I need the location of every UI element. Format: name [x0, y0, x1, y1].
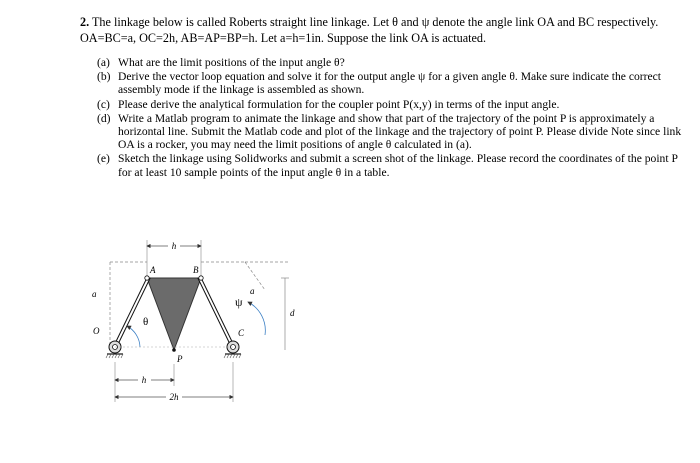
label-p: P — [177, 354, 183, 364]
label-h-bottom: h — [141, 375, 147, 385]
link-bc — [199, 277, 233, 347]
ground-pivot-c — [224, 341, 241, 358]
label-2h: 2h — [169, 392, 179, 402]
label-o: O — [93, 326, 100, 336]
label-d: d — [290, 308, 295, 318]
part-label: (e) — [97, 152, 110, 166]
dimension-d — [281, 278, 295, 350]
label-psi: ψ — [235, 295, 243, 309]
part-text: Please derive the analytical formulation for the coupler point P(x,y) in terms of the input angle. — [118, 97, 560, 111]
joint-b — [199, 276, 203, 280]
label-h-top: h — [171, 241, 177, 251]
part-label: (c) — [97, 97, 110, 111]
part-label: (d) — [97, 111, 111, 125]
coupler-triangle — [147, 278, 201, 350]
part-e — [97, 152, 686, 178]
part-text: Derive the vector loop equation and solve it for the output angle ψ for a given angle θ. Make sure indicate the correct assembly mode if the linkage is assembled as shown. — [118, 70, 662, 97]
part-b — [97, 70, 686, 96]
part-label: (b) — [97, 70, 111, 84]
roberts-linkage-figure — [80, 230, 320, 405]
problem-statement — [80, 14, 686, 46]
dimension-h-bottom — [115, 362, 174, 402]
problem-text: The linkage below is called Roberts straight line linkage. Let θ and ψ denote the angle link OA and BC respectively. OA=BC=a, OC=2h, AB=AP=BP=h. Let a=h=1in. Suppose the link OA is actuated. — [80, 15, 659, 45]
question-parts — [97, 56, 686, 179]
part-text: What are the limit positions of the input angle θ? — [118, 56, 345, 69]
linkage-diagram — [80, 230, 320, 405]
label-b: B — [193, 265, 199, 275]
part-label: (a) — [97, 56, 110, 69]
problem-2 — [80, 14, 686, 180]
problem-number: 2. — [80, 15, 90, 29]
label-a-left: a — [92, 289, 97, 299]
label-c: C — [238, 328, 245, 338]
theta-arc — [127, 326, 140, 347]
label-theta: θ — [143, 316, 149, 328]
joint-a — [145, 276, 149, 280]
part-c — [97, 98, 686, 111]
part-a — [97, 56, 686, 69]
label-a-right: a — [250, 286, 255, 296]
ground-pivot-o — [106, 341, 123, 358]
point-p — [172, 348, 176, 352]
link-oa — [115, 277, 149, 347]
label-a: A — [150, 265, 156, 275]
part-text: Write a Matlab program to animate the linkage and show that part of the trajectory of the point P is approximately a horizontal line. Submit the Matlab code and plot of the linkage and the trajectory of point P. Please divide Note since link OA is a rocker, you may need the limit positions of angle θ calculated in (a). — [118, 111, 682, 152]
psi-arc — [248, 302, 265, 335]
part-d — [97, 112, 686, 152]
part-text: Sketch the linkage using Solidworks and submit a screen shot of the linkage. Please record the coordinates of the point P for at least 10 sample points of the input angle θ in a table. — [118, 152, 678, 179]
